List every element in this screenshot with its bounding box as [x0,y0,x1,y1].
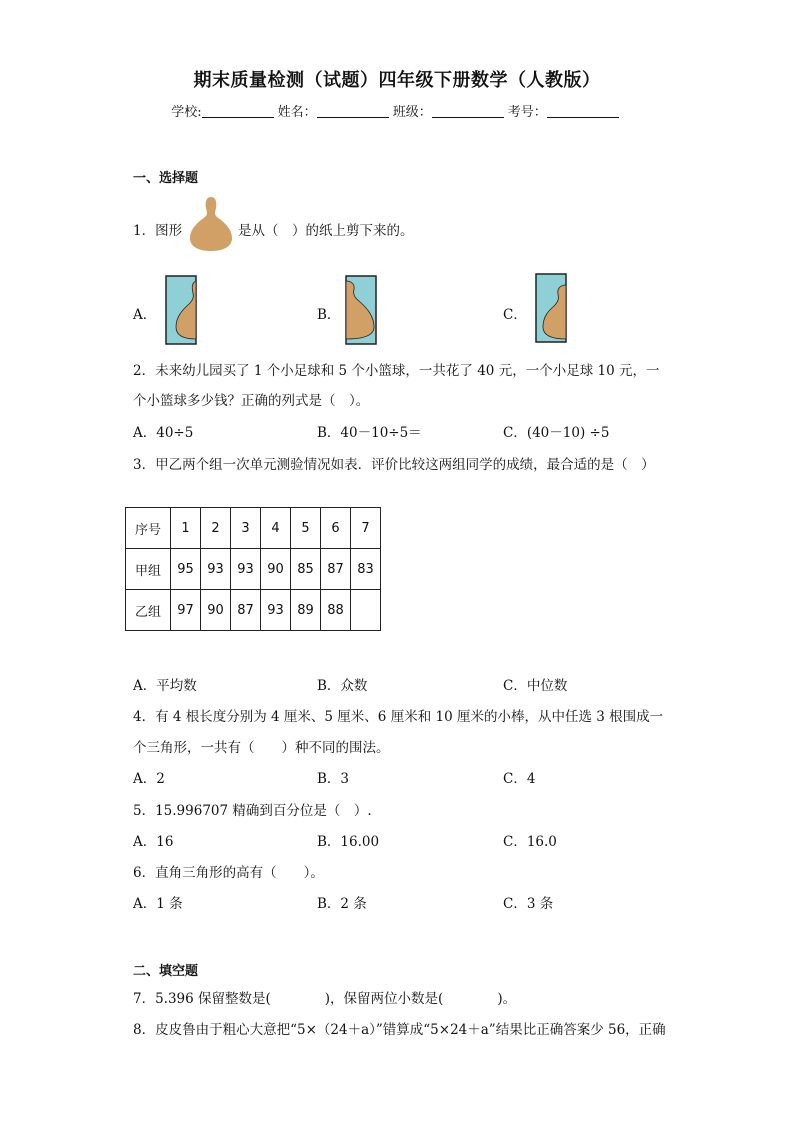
table-cell: 95 [171,549,201,590]
q3-option-a[interactable]: A．平均数 [133,678,197,694]
page-title: 期末质量检测（试题）四年级下册数学（人教版） [193,70,601,91]
q8-line1: 8．皮皮鲁由于粗心大意把“5×（24＋a）”错算成“5×24＋a”结果比正确答案少 56，正确 [133,1022,666,1038]
q6-line1: 6．直角三角形的高有（ ）。 [133,865,324,881]
table-cell: 序号 [126,508,171,549]
q1-suffix: 是从（ ）的纸上剪下来的。 [238,223,414,239]
table-cell: 83 [351,549,381,590]
name-label: 姓名： [277,105,317,120]
table-cell: 93 [261,590,291,631]
class-blank[interactable] [432,103,504,118]
table-cell: 甲组 [126,549,171,590]
q1-option-a[interactable]: A． [133,307,157,323]
q5-option-b[interactable]: B．16.00 [317,834,380,850]
q6-option-a[interactable]: A．1 条 [133,896,183,912]
table-cell: 5 [291,508,321,549]
table-cell: 93 [231,549,261,590]
student-info-line [0,101,794,120]
section-heading-choice: 一、选择题 [133,171,199,186]
q4-option-a[interactable]: A．2 [133,771,165,787]
table-cell: 6 [321,508,351,549]
school-label: 学校: [171,105,202,120]
table-cell: 7 [351,508,381,549]
table-cell: 2 [201,508,231,549]
table-row-header [126,508,381,549]
q5-option-a[interactable]: A．16 [133,834,174,850]
q4-line1: 4．有 4 根长度分别为 4 厘米、5 厘米、6 厘米和 10 厘米的小棒，从中任选 3 根围成一 [133,709,664,725]
section-heading-fill: 二、填空题 [133,964,199,979]
table-cell: 乙组 [126,590,171,631]
q3-option-c[interactable]: C．中位数 [503,678,568,694]
table-cell: 97 [171,590,201,631]
q4-option-c[interactable]: C．4 [503,771,536,787]
q5-line1: 5．15.996707 精确到百分位是（ ）. [133,803,372,819]
q6-option-c[interactable]: C．3 条 [503,896,554,912]
name-blank[interactable] [317,103,389,118]
table-cell: 1 [171,508,201,549]
q1-prefix: 1．图形 [133,223,183,239]
table-cell: 89 [291,590,321,631]
paper-fold-a-figure [165,275,197,345]
paper-fold-b-figure [345,275,377,345]
q2-option-a[interactable]: A．40÷5 [133,425,194,441]
q2-line1: 2．未来幼儿园买了 1 个小足球和 5 个小篮球，一共花了 40 元，一个小足球 10 元，一 [133,363,660,379]
q2-line2: 个小篮球多少钱？正确的列式是（ ）。 [133,393,370,409]
q1-option-b[interactable]: B． [317,307,341,323]
q2-option-b[interactable]: B．40－10÷5＝ [317,425,422,441]
table-row-group-yi [126,590,381,631]
number-blank[interactable] [547,103,619,118]
school-blank[interactable] [202,103,274,118]
table-cell [351,590,381,631]
table-cell: 87 [231,590,261,631]
q2-option-c[interactable]: C．(40－10) ÷5 [503,425,610,441]
paper-fold-c-figure [535,273,567,343]
table-cell: 90 [261,549,291,590]
q1-option-c[interactable]: C． [503,307,527,323]
number-label: 考号： [507,105,547,120]
score-table [125,507,381,631]
q6-option-b[interactable]: B．2 条 [317,896,367,912]
q4-line2: 个三角形，一共有（ ）种不同的围法。 [133,740,390,756]
table-cell: 88 [321,590,351,631]
table-cell: 90 [201,590,231,631]
class-label: 班级： [392,105,432,120]
q7-line1: 7．5.396 保留整数是( )，保留两位小数是( )。 [133,991,517,1007]
table-cell: 93 [201,549,231,590]
q4-option-b[interactable]: B．3 [317,771,350,787]
q5-option-c[interactable]: C．16.0 [503,834,557,850]
gourd-figure [188,195,234,253]
q3-option-b[interactable]: B．众数 [317,678,368,694]
table-cell: 85 [291,549,321,590]
q3-line1: 3．甲乙两个组一次单元测验情况如表．评价比较这两组同学的成绩，最合适的是（ ） [133,457,655,473]
table-cell: 3 [231,508,261,549]
table-cell: 87 [321,549,351,590]
table-row-group-jia [126,549,381,590]
table-cell: 4 [261,508,291,549]
